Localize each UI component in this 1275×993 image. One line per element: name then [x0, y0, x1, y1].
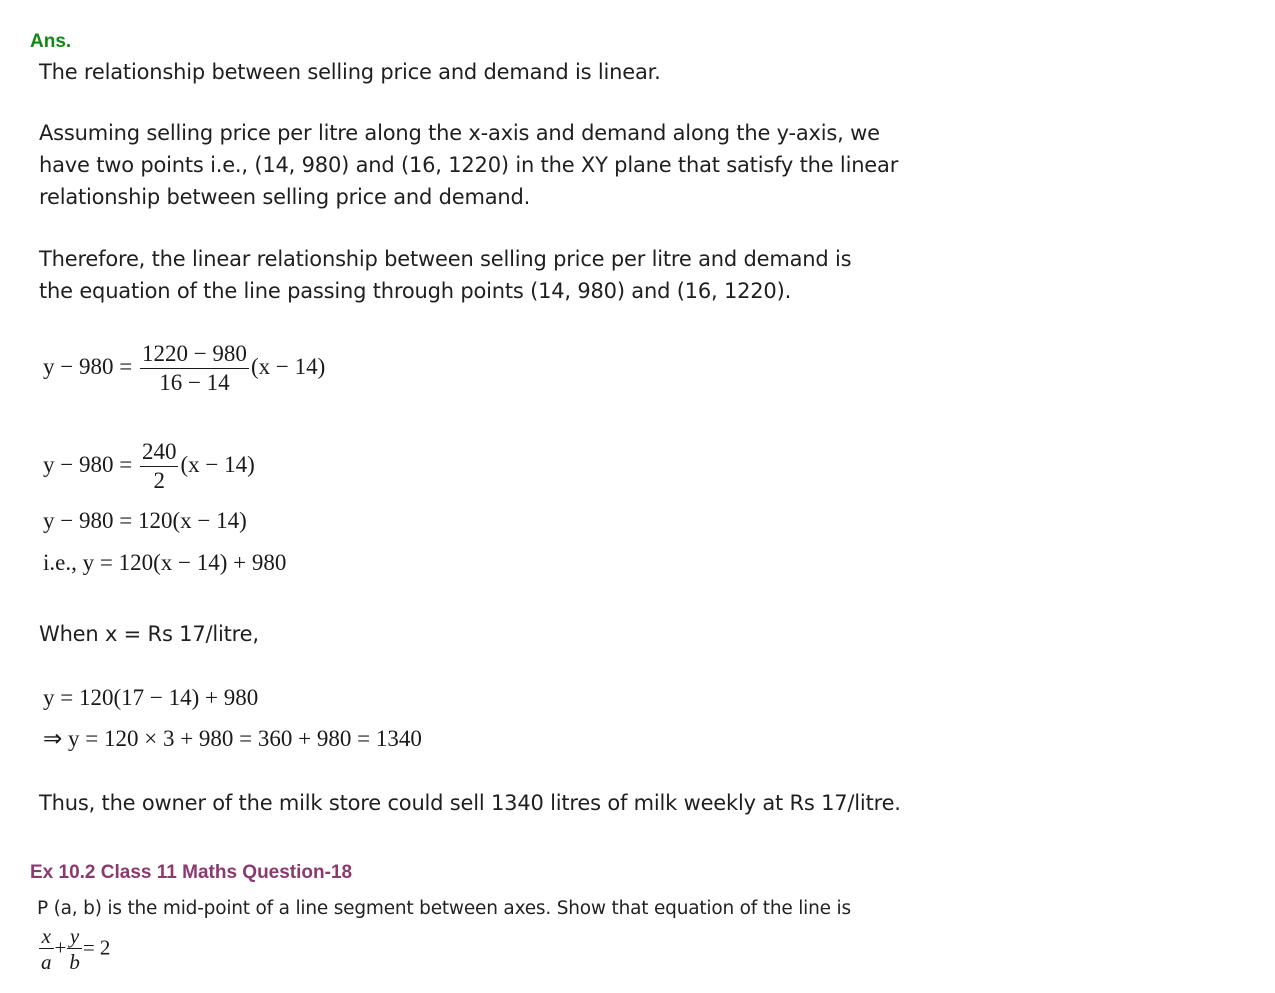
- answer-line-1: The relationship between selling price and demand is linear.: [39, 60, 661, 84]
- equation-4: i.e., y = 120(x − 14) + 980: [43, 550, 287, 575]
- fraction-denominator: 16 − 14: [159, 370, 230, 395]
- fraction-y-over-b: [67, 924, 82, 975]
- answer-para3-line: the equation of the line passing through points (14, 980) and (16, 1220).: [39, 279, 792, 303]
- equation-3: y − 980 = 120(x − 14): [43, 508, 247, 533]
- equation-lhs: y − 980 =: [43, 451, 133, 477]
- answer-para3-line: Therefore, the linear relationship between selling price per litre and demand is: [39, 247, 852, 271]
- fraction-denominator: a: [41, 950, 52, 974]
- answer-para2-line: Assuming selling price per litre along the x-axis and demand along the y-axis, we: [39, 121, 880, 145]
- answer-heading: Ans.: [30, 31, 72, 52]
- fraction-x-over-a: [39, 924, 54, 975]
- fraction-numerator: x: [39, 924, 54, 949]
- fraction-numerator: 1220 − 980: [140, 340, 249, 369]
- equation-rhs: = 2: [82, 935, 111, 960]
- question-text: P (a, b) is the mid-point of a line segment between axes. Show that equation of the line is: [37, 898, 851, 919]
- question-equation: [38, 924, 110, 975]
- plus-sign: +: [54, 935, 67, 960]
- fraction-numerator: 240: [140, 438, 179, 467]
- equation-5: y = 120(17 − 14) + 980: [43, 685, 259, 710]
- fraction-denominator: 2: [153, 468, 165, 493]
- equation-lhs: y − 980 =: [43, 353, 133, 379]
- answer-para2-line: have two points i.e., (14, 980) and (16, 1220) in the XY plane that satisfy the linear: [39, 153, 899, 177]
- fraction-denominator: b: [69, 950, 80, 974]
- equation-rhs: (x − 14): [180, 451, 255, 477]
- question-heading: Ex 10.2 Class 11 Maths Question-18: [30, 862, 353, 883]
- equation-simplified-fraction: [43, 438, 255, 495]
- fraction: [140, 340, 249, 397]
- equation-slope-form: [43, 340, 325, 397]
- equation-rhs: (x − 14): [250, 353, 326, 379]
- equation-6: ⇒ y = 120 × 3 + 980 = 360 + 980 = 1340: [43, 726, 422, 751]
- when-statement: When x = Rs 17/litre,: [39, 622, 259, 646]
- answer-para2-line: relationship between selling price and demand.: [39, 185, 531, 209]
- fraction: [140, 438, 179, 495]
- fraction-numerator: y: [67, 924, 82, 949]
- conclusion: Thus, the owner of the milk store could sell 1340 litres of milk weekly at Rs 17/litre.: [39, 791, 901, 815]
